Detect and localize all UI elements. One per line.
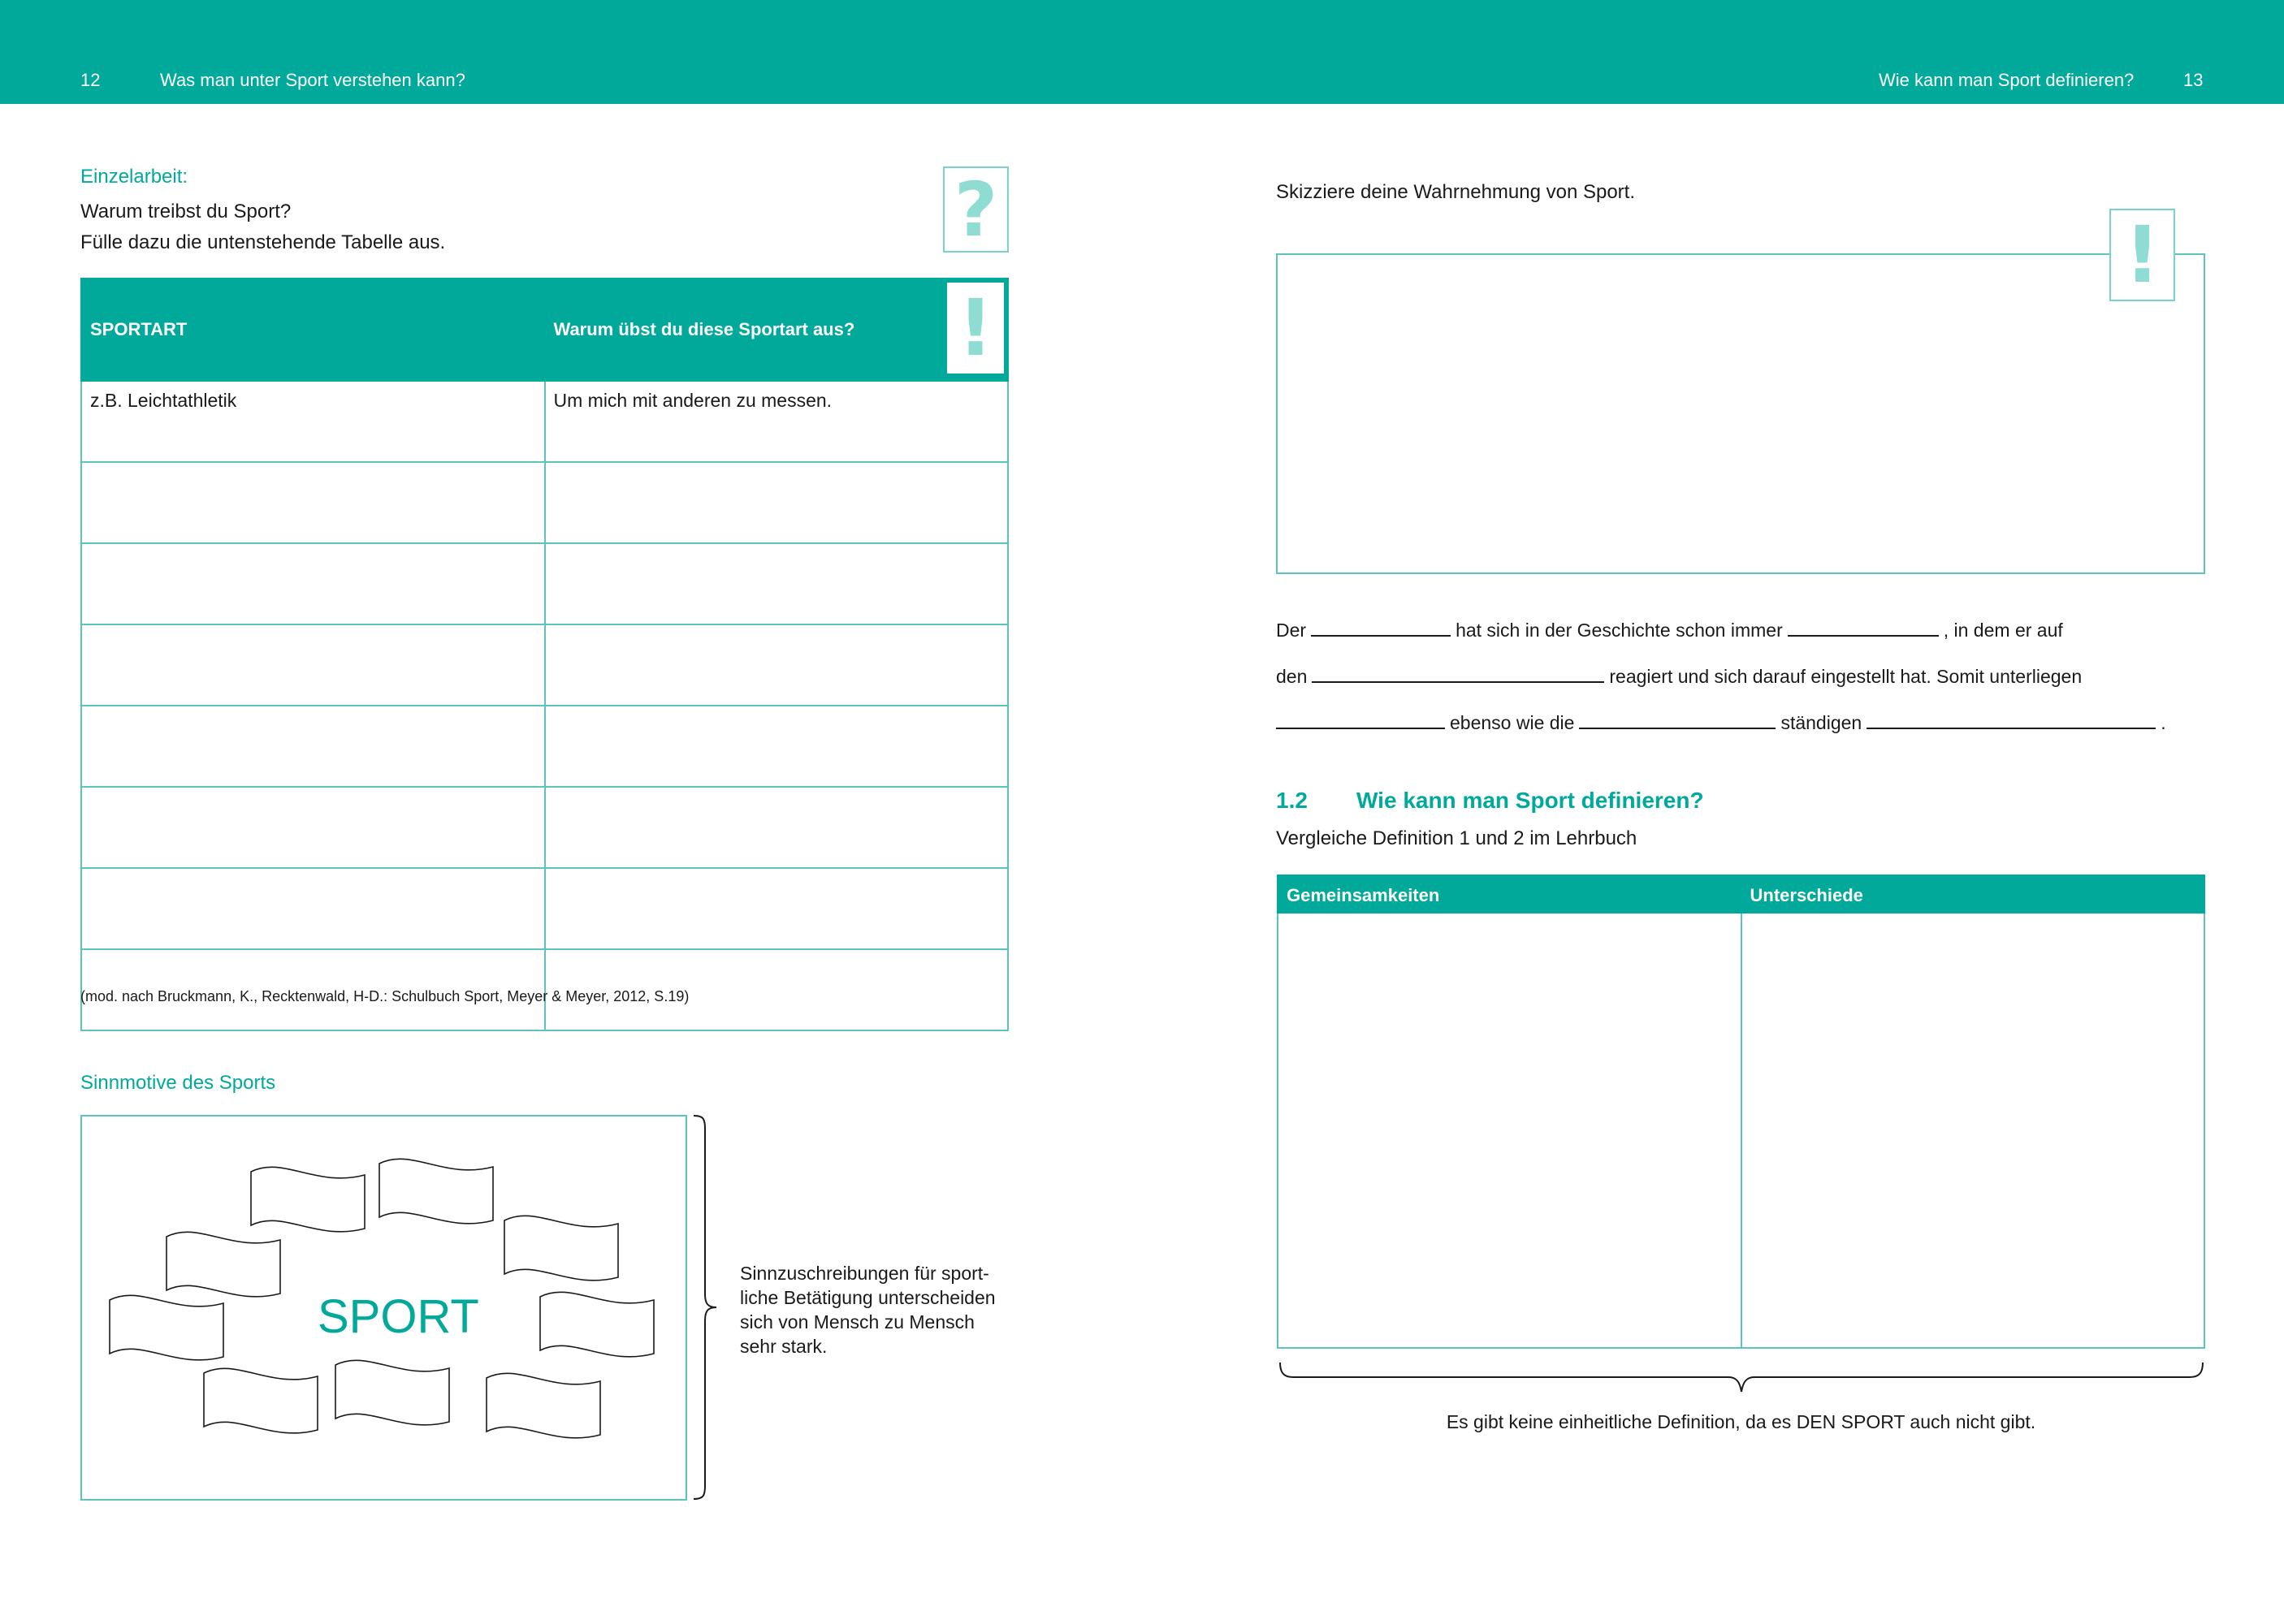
bracket-line: Sinnzuschreibungen für sport- [740,1263,989,1284]
section-title-definition: Wie kann man Sport definieren? [1356,788,1704,813]
table-cell[interactable] [545,787,1009,868]
conclusion-text: Es gibt keine einheitliche Definition, da es DEN SPORT auch nicht gibt. [1446,1411,2036,1432]
banner-shape [110,1295,223,1360]
column-header-unterschiede: Unterschiede [1741,875,2205,913]
unterschiede-cell[interactable] [1741,913,2205,1348]
task-question: Warum treibst du Sport? [80,201,292,222]
bracket-line: sehr stark. [740,1336,828,1357]
cloze-blank[interactable] [1276,710,1445,729]
bracket-line: sich von Mensch zu Mensch [740,1311,975,1332]
banner-shape [204,1368,318,1433]
bracket-line: liche Betätigung unterscheiden [740,1287,996,1308]
table-cell[interactable] [545,543,1009,624]
cloze-line-2 [1276,663,2082,688]
table-cell[interactable] [81,787,545,868]
cloze-blank[interactable] [1788,617,1939,637]
cloze-line-3 [1276,710,2166,734]
right-page-number: 13 [2183,70,2204,90]
column-header-reason-label: Warum übst du diese Sportart aus? [553,319,855,339]
compare-instruction: Vergleiche Definition 1 und 2 im Lehrbuch [1276,827,1637,849]
table-cell[interactable] [545,624,1009,706]
question-icon: ? [943,166,1009,253]
exclamation-icon-sketch: ! [2109,209,2175,301]
cloze-text: . [2161,712,2166,733]
table-row [81,624,1008,706]
left-page-number: 12 [80,70,101,90]
banner-shape [487,1373,600,1438]
task-instruction: Fülle dazu die untenstehende Tabelle aus. [80,231,446,253]
task-label: Einzelarbeit: [80,166,188,188]
table-cell[interactable] [81,868,545,949]
table-cell[interactable]: z.B. Leichtathletik [81,381,545,462]
column-header-reason [545,279,1009,381]
column-header-gemeinsamkeiten: Gemeinsamkeiten [1278,875,1741,913]
banner-shape [167,1232,280,1297]
cloze-blank[interactable] [1311,617,1451,637]
sport-word: SPORT [318,1290,479,1343]
banner-shape [540,1292,654,1357]
cloze-blank[interactable] [1867,710,2156,729]
banner-shape [335,1360,449,1425]
table-cell[interactable] [81,462,545,543]
gemeinsamkeiten-cell[interactable] [1278,913,1741,1348]
right-bracket [690,1112,723,1504]
table-row [81,787,1008,868]
cloze-text: ebenso wie die [1450,712,1575,733]
source-citation: (mod. nach Bruckmann, K., Recktenwald, H-D.: Schulbuch Sport, Meyer & Meyer, 2012, S.19) [80,988,690,1004]
table-cell[interactable] [545,462,1009,543]
table-cell[interactable]: Um mich mit anderen zu messen. [545,381,1009,462]
cloze-blank[interactable] [1312,663,1604,683]
banner-shape [251,1167,365,1232]
table-cell[interactable] [81,706,545,787]
cloze-text: ständigen [1780,712,1862,733]
cloze-text: , in dem er auf [1943,620,2063,641]
table-cell[interactable] [81,624,545,706]
cloze-blank[interactable] [1579,710,1776,729]
bottom-brace [1277,1358,2208,1398]
cloze-text: hat sich in der Geschichte schon immer [1456,620,1783,641]
left-page-title: Was man unter Sport verstehen kann? [160,70,465,90]
section-title-sinnmotive: Sinnmotive des Sports [80,1072,276,1094]
table-row [81,462,1008,543]
cloze-text: den [1276,666,1308,687]
cloze-text: reagiert und sich darauf eingestellt hat. Somit unterliegen [1609,666,2083,687]
sketch-prompt: Skizziere deine Wahrnehmung von Sport. [1276,181,1636,203]
banner-shape [379,1159,493,1224]
table-row [81,706,1008,787]
table-row [1278,913,2204,1348]
table-row [81,381,1008,462]
column-header-sportart: SPORTART [81,279,545,381]
bracket-explanation [740,1261,996,1358]
banner-shape [504,1216,618,1281]
exclamation-icon: ! [947,283,1004,374]
cloze-text: Der [1276,620,1307,641]
sketch-area[interactable] [1276,253,2205,574]
sport-table [80,278,1009,1031]
cloze-line-1 [1276,617,2063,641]
table-row [81,543,1008,624]
table-row [81,868,1008,949]
table-cell[interactable] [81,543,545,624]
table-cell[interactable] [545,868,1009,949]
comparison-table [1277,875,2205,1349]
sport-motives-box [80,1115,687,1501]
section-number: 1.2 [1276,788,1308,813]
right-page-title: Wie kann man Sport definieren? [1879,70,2135,90]
table-cell[interactable] [545,706,1009,787]
